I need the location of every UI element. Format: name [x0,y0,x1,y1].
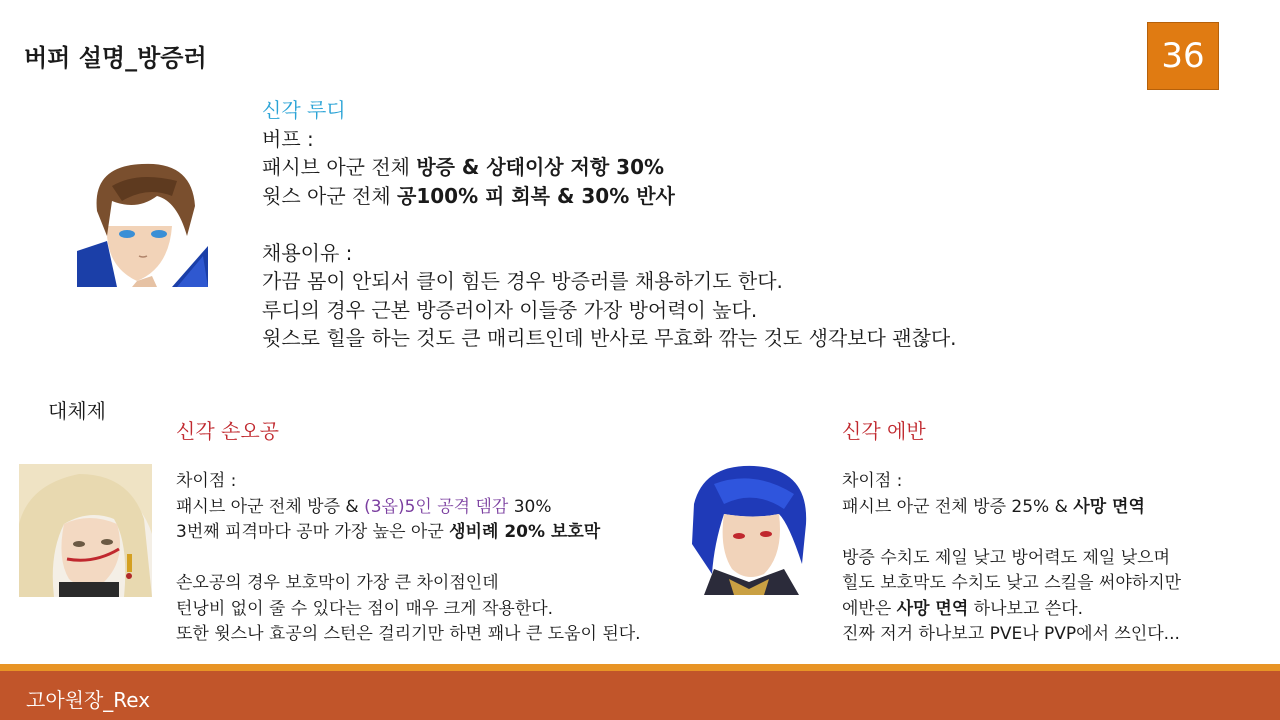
reason-line: 가끔 몸이 안되서 클이 힘든 경우 방증러를 채용하기도 한다. [262,269,783,293]
main-character-name: 신각 루디 [262,98,346,122]
wukong-portrait [19,464,152,597]
evan-portrait [684,464,814,595]
alt1-desc-line: 손오공의 경우 보호막이 가장 큰 차이점인데 [176,573,499,593]
page-title: 버퍼 설명_방증러 [24,44,207,72]
buff-line-wings: 윗스 아군 전체 공100% 피 회복 & 30% 반사 [262,183,675,208]
alt2-desc-line: 방증 수치도 제일 낮고 방어력도 제일 낮으며 [842,547,1171,568]
rudy-portrait-image [77,156,208,287]
alt1-name: 신각 손오공 [176,419,279,443]
footer-bar [0,671,1280,720]
spacer [262,210,957,239]
alt1-desc-line: 또한 윗스나 효공의 스턴은 걸리기만 하면 꽤나 큰 도움이 된다. [176,624,641,644]
alt1-desc-line: 턴낭비 없이 줄 수 있다는 점이 매우 크게 작용한다. [176,598,554,619]
alt2-desc-line: 에반은 사망 면역 하나보고 쓴다. [842,598,1084,619]
evan-portrait-image [684,464,814,595]
spacer [842,520,1181,546]
alt2-diff-label: 차이점 : [842,471,903,491]
alt2-desc-line: 힐도 보호막도 수치도 낮고 스킬을 써야하지만 [842,573,1182,593]
reason-label: 채용이유 : [262,240,353,265]
alt1-diff-label: 차이점 : [176,471,237,491]
footer-author: 고아원장_Rex [26,688,151,712]
alt1-info [176,469,641,648]
reason-line: 윗스로 힐을 하는 것도 큰 매리트인데 반사로 무효화 깎는 것도 생각보다 괜찮다. [262,326,957,350]
alt1-diff-line-1: 패시브 아군 전체 방증 & (3옵)5인 공격 뎀감 30% [176,496,552,517]
buff-label: 버프 : [262,126,314,151]
alt1-diff-line-2: 3번째 피격마다 공마 가장 높은 아군 생비례 20% 보호막 [176,522,601,542]
footer-accent-line [0,664,1280,671]
main-character-info [262,96,957,353]
reason-line: 루디의 경우 근본 방증러이자 이들중 가장 방어력이 높다. [262,297,758,322]
alt2-diff-line-1: 패시브 아군 전체 방증 25% & 사망 면역 [842,496,1145,517]
alt2-desc-line: 진짜 저거 하나보고 PVE나 PVP에서 쓰인다... [842,624,1180,644]
alt2-info [842,469,1181,648]
page-number-badge [1147,22,1219,90]
rudy-portrait [77,156,208,287]
alternatives-label: 대체제 [48,399,106,423]
page-number: 36 [1161,36,1205,76]
wukong-portrait-image [19,464,152,597]
alt2-name: 신각 에반 [842,419,926,443]
buff-line-passive: 패시브 아군 전체 방증 & 상태이상 저항 30% [262,155,665,179]
spacer [176,546,641,572]
